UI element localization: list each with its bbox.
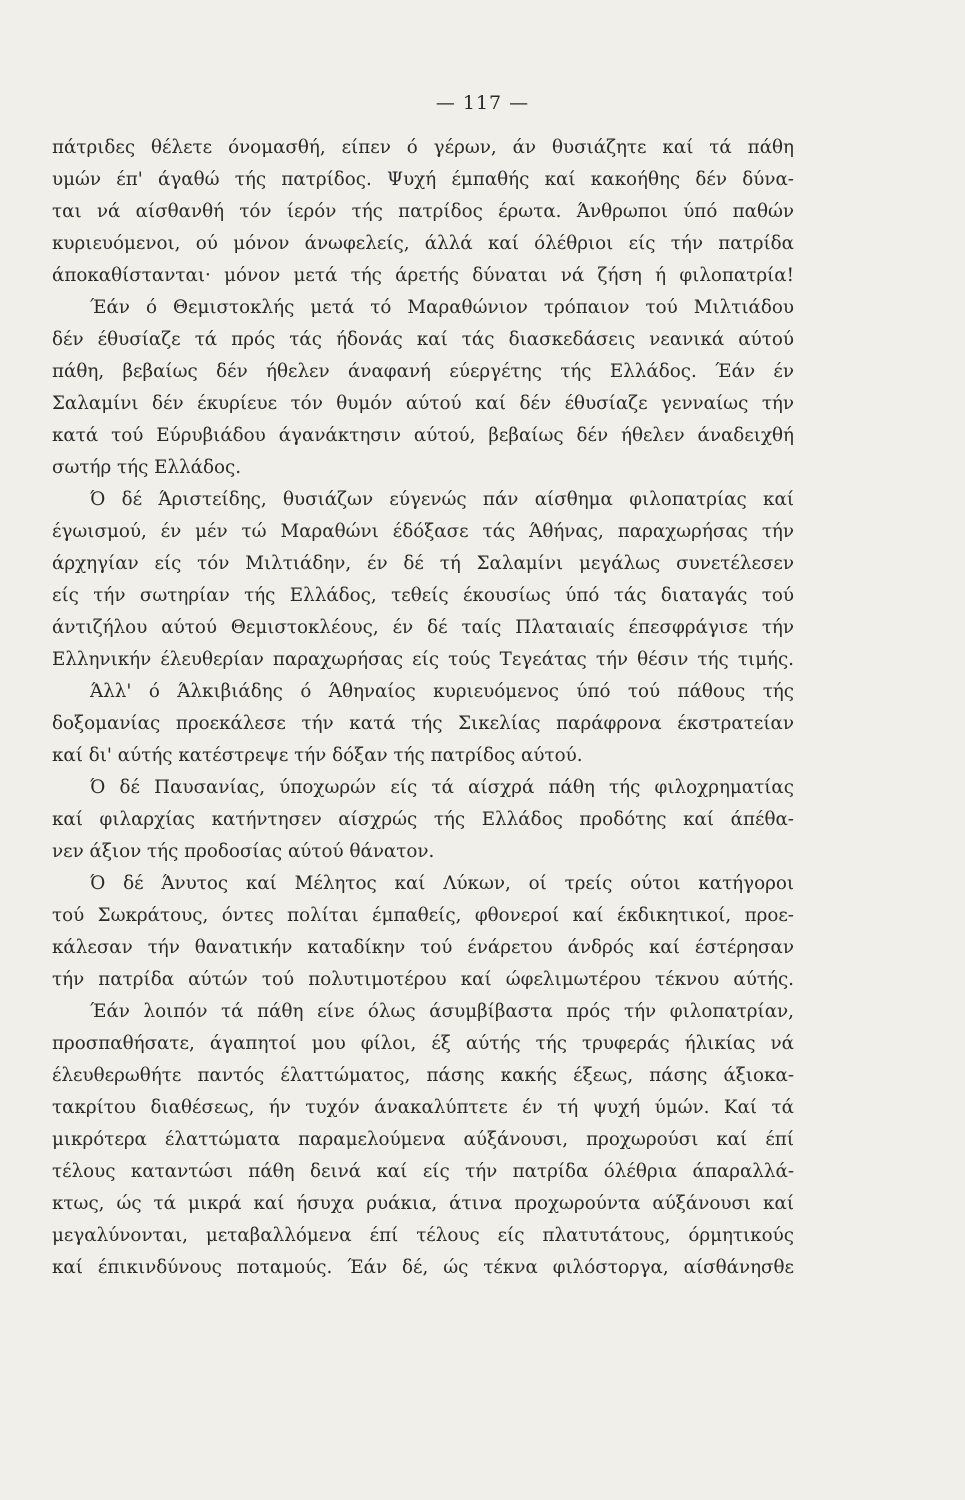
text-line: καί δι' αύτής κατέστρεψε τήν δόξαν τής πατρίδος αύτού. [52, 745, 583, 766]
text-line: κυριευόμενοι, ού μόνον άνωφελείς, άλλά καί όλέθριοι είς τήν πατρίδα [52, 233, 794, 254]
text-line: κτως, ώς τά μικρά καί ήσυχα ρυάκια, άτινα προχωρούντα αύξάνουσι καί [52, 1193, 794, 1214]
text-line: προσπαθήσατε, άγαπητοί μου φίλοι, έξ αύτής τής τρυφεράς ήλικίας νά [52, 1033, 794, 1054]
text-line: τού Σωκράτους, όντες πολίται έμπαθείς, φθονεροί καί έκδικητικοί, προε- [52, 905, 794, 926]
text-line: τέλους καταντώσι πάθη δεινά καί είς τήν πατρίδα όλέθρια άπαραλλά- [52, 1161, 794, 1182]
text-line: Σαλαμίνι δέν έκυρίευε τόν θυμόν αύτού καί δέν έθυσίαζε γενναίως τήν [52, 393, 794, 414]
page-number: — 117 — [435, 92, 530, 114]
text-line: έλευθερωθήτε παντός έλαττώματος, πάσης κακής έξεως, πάσης άξιοκα- [52, 1065, 794, 1086]
text-line: μεγαλύνονται, μεταβαλλόμενα έπί τέλους είς πλατυτάτους, όρμητικούς [52, 1225, 794, 1246]
text-line: νεν άξιον τής προδοσίας αύτού θάνατον. [52, 841, 435, 862]
text-line: άρχηγίαν είς τόν Μιλτιάδην, έν δέ τή Σαλαμίνι μεγάλως συνετέλεσεν [52, 553, 794, 574]
text-line: Έάν λοιπόν τά πάθη είνε όλως άσυμβίβαστα πρός τήν φιλοπατρίαν, [90, 1001, 794, 1022]
text-line: σωτήρ τής Ελλάδος. [52, 457, 242, 478]
text-line: κατά τού Εύρυβιάδου άγανάκτησιν αύτού, βεβαίως δέν ήθελεν άναδειχθή [52, 425, 794, 446]
text-line: καί έπικινδύνους ποταμούς. Έάν δέ, ώς τέκνα φιλόστοργα, αίσθάνησθε [52, 1257, 794, 1278]
text-line: Άλλ' ό Άλκιβιάδης ό Άθηναίος κυριευόμενος ύπό τού πάθους τής [90, 681, 794, 702]
text-line: Ό δέ Παυσανίας, ύποχωρών είς τά αίσχρά πάθη τής φιλοχρηματίας [90, 777, 794, 798]
text-line: δοξομανίας προεκάλεσε τήν κατά τής Σικελίας παράφρονα έκστρατείαν [52, 713, 794, 734]
text-line: υμών έπ' άγαθώ τής πατρίδος. Ψυχή έμπαθής καί κακοήθης δέν δύνα- [52, 169, 794, 190]
text-line: έγωισμού, έν μέν τώ Μαραθώνι έδόξασε τάς Άθήνας, παραχωρήσας τήν [52, 521, 794, 542]
text-line: ται νά αίσθανθή τόν ίερόν τής πατρίδος έρωτα. Άνθρωποι ύπό παθών [52, 201, 794, 222]
text-line: πάτριδες θέλετε όνομασθή, είπεν ό γέρων, άν θυσιάζητε καί τά πάθη [52, 137, 794, 158]
text-line: δέν έθυσίαζε τά πρός τάς ήδονάς καί τάς διασκεδάσεις νεανικά αύτού [52, 329, 794, 350]
text-line: είς τήν σωτηρίαν τής Ελλάδος, τεθείς έκουσίως ύπό τάς διαταγάς τού [52, 585, 794, 606]
text-line: μικρότερα έλαττώματα παραμελούμενα αύξάνουσι, προχωρούσι καί έπί [52, 1129, 794, 1150]
text-line: άντιζήλου αύτού Θεμιστοκλέους, έν δέ ταίς Πλαταιαίς έπεσφράγισε τήν [52, 617, 794, 638]
text-line: άποκαθίστανται· μόνον μετά τής άρετής δύναται νά ζήση ή φιλοπατρία! [52, 265, 794, 286]
body-text [52, 132, 794, 1284]
text-line: Ό δέ Άριστείδης, θυσιάζων εύγενώς πάν αίσθημα φιλοπατρίας καί [90, 489, 794, 510]
text-line: τήν πατρίδα αύτών τού πολυτιμοτέρου καί ώφελιμωτέρου τέκνου αύτής. [52, 969, 794, 990]
text-line: κάλεσαν τήν θανατικήν καταδίκην τού ένάρετου άνδρός καί έστέρησαν [52, 937, 794, 958]
text-line: Έάν ό Θεμιστοκλής μετά τό Μαραθώνιον τρόπαιον τού Μιλτιάδου [90, 297, 794, 318]
text-line: Ελληνικήν έλευθερίαν παραχωρήσας είς τούς Τεγεάτας τήν θέσιν τής τιμής. [52, 649, 794, 670]
text-line: καί φιλαρχίας κατήντησεν αίσχρώς τής Ελλάδος προδότης καί άπέθα- [52, 809, 794, 830]
text-line: τακρίτου διαθέσεως, ήν τυχόν άνακαλύπτετε έν τή ψυχή ύμών. Καί τά [52, 1097, 794, 1118]
text-line: πάθη, βεβαίως δέν ήθελεν άναφανή εύεργέτης τής Ελλάδος. Έάν έν [52, 361, 794, 382]
text-line: Ό δέ Άνυτος καί Μέλητος καί Λύκων, οί τρείς ούτοι κατήγοροι [90, 873, 794, 894]
